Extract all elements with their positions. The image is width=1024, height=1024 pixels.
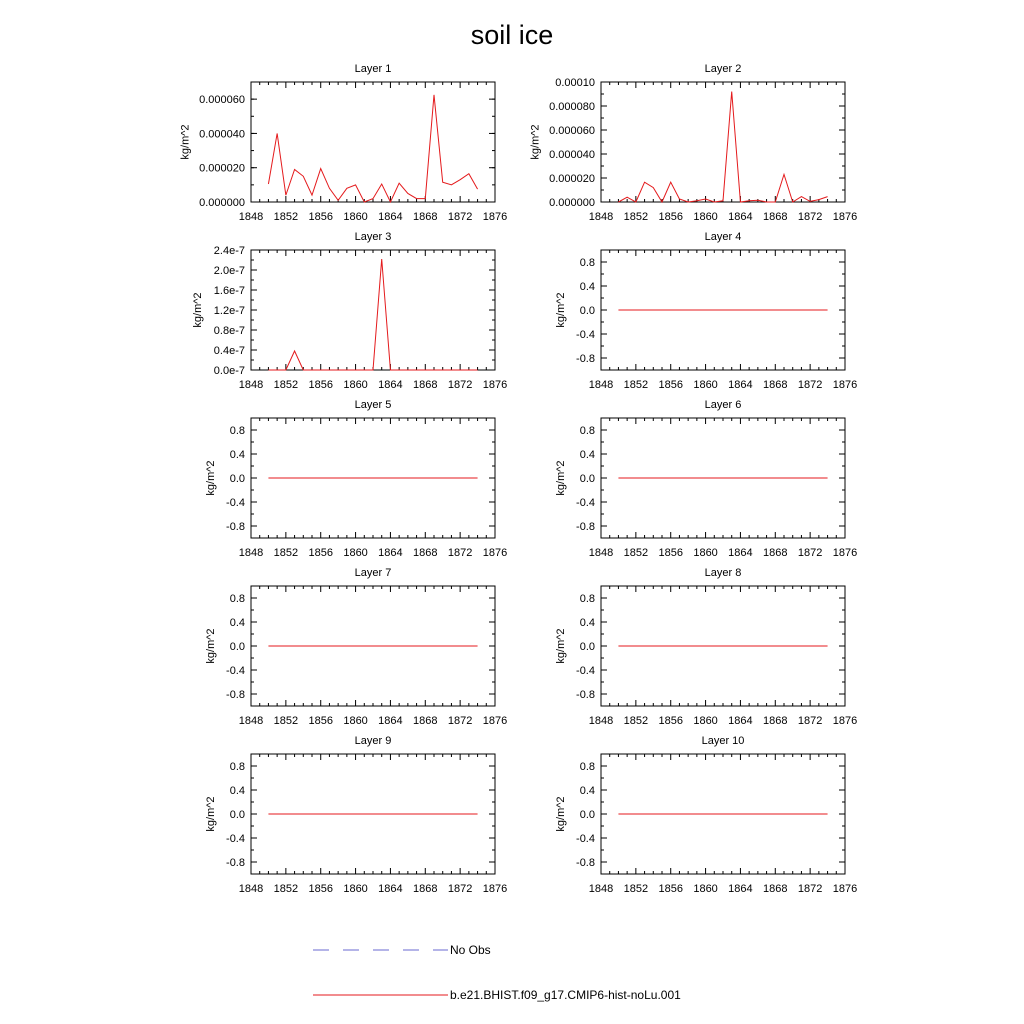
x-tick-label: 1876 bbox=[832, 211, 858, 223]
y-tick-label: 0.8 bbox=[229, 425, 245, 437]
x-tick-label: 1852 bbox=[623, 883, 649, 895]
y-tick-label: 0.00010 bbox=[555, 77, 595, 89]
x-tick-label: 1864 bbox=[378, 883, 403, 895]
y-tick-label: 2.0e-7 bbox=[213, 265, 245, 277]
x-tick-label: 1852 bbox=[273, 715, 299, 727]
series-line bbox=[618, 92, 827, 202]
x-tick-label: 1856 bbox=[308, 883, 333, 895]
x-tick-label: 1864 bbox=[378, 211, 403, 223]
y-tick-label: 0.4 bbox=[579, 281, 595, 293]
x-tick-label: 1868 bbox=[413, 211, 438, 223]
y-tick-label: 0.000020 bbox=[199, 162, 245, 175]
y-tick-label: 0.000060 bbox=[199, 94, 245, 107]
x-tick-label: 1852 bbox=[273, 547, 299, 559]
y-axis-label: kg/m^2 bbox=[554, 796, 567, 832]
x-tick-label: 1848 bbox=[588, 715, 614, 727]
x-tick-label: 1860 bbox=[693, 547, 718, 559]
y-tick-label: 0.8 bbox=[579, 761, 595, 773]
y-tick-label: -0.8 bbox=[226, 521, 245, 533]
y-tick-label: 0.0 bbox=[579, 809, 595, 821]
series-line bbox=[268, 259, 477, 370]
x-tick-label: 1852 bbox=[273, 883, 299, 895]
panel-title: Layer 3 bbox=[354, 231, 392, 243]
y-tick-label: -0.4 bbox=[226, 497, 245, 509]
x-tick-label: 1876 bbox=[832, 379, 858, 391]
y-tick-label: 0.0 bbox=[579, 473, 595, 485]
x-tick-label: 1852 bbox=[273, 211, 299, 223]
y-tick-label: -0.8 bbox=[576, 521, 595, 533]
panel-layer-2 bbox=[530, 63, 858, 223]
panel-title: Layer 1 bbox=[354, 63, 392, 75]
panel-layer-4 bbox=[555, 231, 857, 391]
x-tick-label: 1860 bbox=[343, 715, 368, 727]
y-axis-label: kg/m^2 bbox=[554, 460, 567, 496]
x-tick-label: 1868 bbox=[413, 547, 438, 559]
x-tick-label: 1860 bbox=[343, 379, 368, 391]
y-tick-label: -0.8 bbox=[576, 353, 595, 365]
y-tick-label: 0.000060 bbox=[549, 125, 595, 137]
plot-frame bbox=[251, 250, 495, 370]
series-line bbox=[268, 95, 477, 202]
y-tick-label: 0.4 bbox=[229, 617, 245, 629]
y-axis-label: kg/m^2 bbox=[204, 796, 217, 832]
x-tick-label: 1868 bbox=[413, 883, 438, 895]
legend-label-model: b.e21.BHIST.f09_g17.CMIP6-hist-noLu.001 bbox=[450, 988, 681, 1002]
y-tick-label: 0.4 bbox=[229, 785, 245, 797]
plot-frame bbox=[251, 82, 495, 202]
y-tick-label: 0.8 bbox=[579, 425, 595, 437]
y-tick-label: 0.4 bbox=[579, 617, 595, 629]
panel-layer-3 bbox=[192, 231, 507, 391]
x-tick-label: 1852 bbox=[623, 715, 649, 727]
x-tick-label: 1872 bbox=[797, 547, 823, 559]
y-tick-label: -0.4 bbox=[576, 833, 595, 845]
x-tick-label: 1876 bbox=[832, 715, 858, 727]
figure-title: soil ice bbox=[470, 20, 554, 50]
y-tick-label: 0.8 bbox=[229, 593, 245, 605]
y-tick-label: 0.8 bbox=[579, 257, 595, 269]
y-axis-label: kg/m^2 bbox=[204, 628, 217, 664]
x-tick-label: 1856 bbox=[308, 211, 333, 223]
x-tick-label: 1856 bbox=[308, 715, 333, 727]
x-tick-label: 1864 bbox=[728, 547, 753, 559]
x-tick-label: 1876 bbox=[482, 379, 508, 391]
x-tick-label: 1852 bbox=[273, 379, 299, 391]
x-tick-label: 1848 bbox=[238, 715, 264, 727]
x-tick-label: 1848 bbox=[238, 379, 264, 391]
y-tick-label: 0.000040 bbox=[549, 149, 595, 161]
x-tick-label: 1852 bbox=[623, 211, 649, 223]
x-tick-label: 1864 bbox=[728, 379, 753, 391]
y-tick-label: 0.0 bbox=[579, 305, 595, 317]
y-tick-label: 0.000080 bbox=[549, 101, 595, 113]
y-axis-label: kg/m^2 bbox=[529, 124, 542, 160]
y-axis-label: kg/m^2 bbox=[179, 124, 192, 160]
x-tick-label: 1872 bbox=[797, 715, 823, 727]
x-tick-label: 1848 bbox=[588, 883, 614, 895]
legend-label-obs: No Obs bbox=[450, 943, 491, 957]
x-tick-label: 1864 bbox=[728, 883, 753, 895]
panel-title: Layer 8 bbox=[704, 567, 742, 579]
x-tick-label: 1876 bbox=[482, 211, 508, 223]
y-tick-label: -0.8 bbox=[576, 689, 595, 701]
panel-title: Layer 9 bbox=[354, 735, 392, 747]
panels-grid bbox=[180, 63, 858, 895]
x-tick-label: 1876 bbox=[482, 883, 508, 895]
panel-layer-10 bbox=[555, 735, 857, 895]
x-tick-label: 1860 bbox=[693, 211, 718, 223]
y-tick-label: 0.000040 bbox=[199, 128, 245, 141]
y-tick-label: -0.4 bbox=[576, 329, 595, 341]
panel-layer-9 bbox=[205, 735, 507, 895]
y-tick-label: 0.0 bbox=[229, 473, 245, 485]
y-tick-label: 0.4 bbox=[579, 449, 595, 461]
x-tick-label: 1876 bbox=[832, 883, 858, 895]
x-tick-label: 1864 bbox=[378, 379, 403, 391]
x-tick-label: 1856 bbox=[658, 379, 683, 391]
x-tick-label: 1856 bbox=[308, 547, 333, 559]
panel-layer-7 bbox=[205, 567, 507, 727]
x-tick-label: 1872 bbox=[797, 379, 823, 391]
y-tick-label: 0.0 bbox=[229, 809, 245, 821]
x-tick-label: 1856 bbox=[308, 379, 333, 391]
x-tick-label: 1872 bbox=[447, 547, 473, 559]
x-tick-label: 1872 bbox=[447, 379, 473, 391]
x-tick-label: 1868 bbox=[763, 547, 788, 559]
x-tick-label: 1876 bbox=[832, 547, 858, 559]
panel-title: Layer 4 bbox=[704, 231, 742, 243]
x-tick-label: 1860 bbox=[343, 211, 368, 223]
y-tick-label: 0.0 bbox=[229, 641, 245, 653]
x-tick-label: 1856 bbox=[658, 547, 683, 559]
y-tick-label: 2.4e-7 bbox=[213, 245, 245, 257]
y-tick-label: -0.4 bbox=[226, 833, 245, 845]
x-tick-label: 1864 bbox=[378, 547, 403, 559]
panel-layer-1 bbox=[180, 63, 508, 223]
x-tick-label: 1872 bbox=[447, 883, 473, 895]
panel-layer-5 bbox=[205, 399, 507, 559]
x-tick-label: 1872 bbox=[797, 211, 823, 223]
x-tick-label: 1864 bbox=[378, 715, 403, 727]
panel-layer-8 bbox=[555, 567, 857, 727]
x-tick-label: 1872 bbox=[797, 883, 823, 895]
y-tick-label: 0.8 bbox=[579, 593, 595, 605]
x-tick-label: 1868 bbox=[763, 883, 788, 895]
y-tick-label: 0.000000 bbox=[549, 197, 595, 209]
y-tick-label: 0.4e-7 bbox=[213, 345, 245, 357]
x-tick-label: 1868 bbox=[763, 715, 788, 727]
x-tick-label: 1852 bbox=[623, 547, 649, 559]
x-tick-label: 1876 bbox=[482, 715, 508, 727]
x-tick-label: 1856 bbox=[658, 715, 683, 727]
x-tick-label: 1868 bbox=[413, 379, 438, 391]
y-tick-label: 0.0 bbox=[579, 641, 595, 653]
y-tick-label: 0.4 bbox=[579, 785, 595, 797]
y-tick-label: 0.8 bbox=[229, 761, 245, 773]
x-tick-label: 1860 bbox=[693, 715, 718, 727]
x-tick-label: 1856 bbox=[658, 211, 683, 223]
x-tick-label: 1848 bbox=[588, 211, 614, 223]
x-tick-label: 1856 bbox=[658, 883, 683, 895]
legend bbox=[313, 943, 681, 1002]
x-tick-label: 1860 bbox=[343, 547, 368, 559]
panel-title: Layer 6 bbox=[704, 399, 742, 411]
x-tick-label: 1876 bbox=[482, 547, 508, 559]
y-tick-label: 1.6e-7 bbox=[213, 285, 245, 297]
x-tick-label: 1848 bbox=[238, 547, 264, 559]
x-tick-label: 1868 bbox=[413, 715, 438, 727]
y-tick-label: -0.8 bbox=[226, 689, 245, 701]
x-tick-label: 1852 bbox=[623, 379, 649, 391]
x-tick-label: 1864 bbox=[728, 715, 753, 727]
panel-layer-6 bbox=[555, 399, 857, 559]
x-tick-label: 1860 bbox=[343, 883, 368, 895]
x-tick-label: 1868 bbox=[763, 379, 788, 391]
x-tick-label: 1848 bbox=[588, 547, 614, 559]
panel-title: Layer 7 bbox=[354, 567, 392, 579]
panel-title: Layer 10 bbox=[701, 735, 745, 747]
x-tick-label: 1848 bbox=[588, 379, 614, 391]
x-tick-label: 1868 bbox=[763, 211, 788, 223]
x-tick-label: 1872 bbox=[447, 211, 473, 223]
x-tick-label: 1860 bbox=[693, 883, 718, 895]
x-tick-label: 1860 bbox=[693, 379, 718, 391]
y-axis-label: kg/m^2 bbox=[554, 628, 567, 664]
x-tick-label: 1864 bbox=[728, 211, 753, 223]
panel-title: Layer 2 bbox=[704, 63, 742, 75]
y-tick-label: 0.8e-7 bbox=[213, 325, 245, 337]
y-tick-label: 0.000000 bbox=[199, 197, 245, 209]
y-tick-label: 1.2e-7 bbox=[213, 305, 245, 317]
y-tick-label: -0.4 bbox=[576, 665, 595, 677]
y-axis-label: kg/m^2 bbox=[204, 460, 217, 496]
panel-title: Layer 5 bbox=[354, 399, 392, 411]
y-tick-label: -0.8 bbox=[576, 857, 595, 869]
x-tick-label: 1848 bbox=[238, 211, 264, 223]
plot-frame bbox=[601, 82, 845, 202]
x-tick-label: 1848 bbox=[238, 883, 264, 895]
y-axis-label: kg/m^2 bbox=[554, 292, 567, 328]
y-tick-label: -0.8 bbox=[226, 857, 245, 869]
x-tick-label: 1872 bbox=[447, 715, 473, 727]
y-tick-label: 0.4 bbox=[229, 449, 245, 461]
y-axis-label: kg/m^2 bbox=[192, 292, 205, 328]
y-tick-label: 0.0e-7 bbox=[213, 365, 245, 377]
y-tick-label: -0.4 bbox=[226, 665, 245, 677]
y-tick-label: 0.000020 bbox=[549, 173, 595, 185]
y-tick-label: -0.4 bbox=[576, 497, 595, 509]
